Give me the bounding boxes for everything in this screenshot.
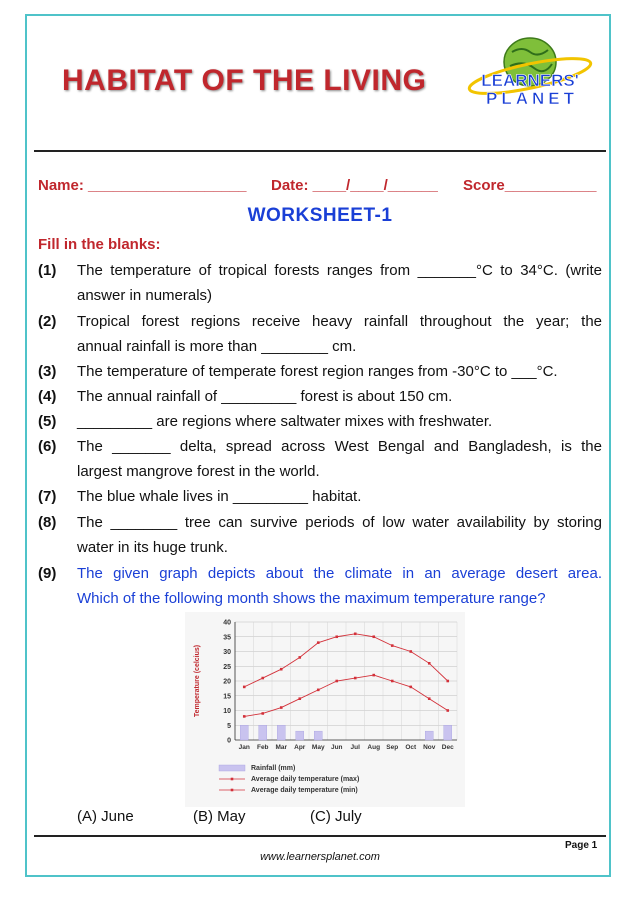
temperature-point — [317, 689, 320, 692]
question-text: The ________ tree can survive periods of low water availability by storing — [77, 514, 602, 531]
temperature-point — [446, 709, 449, 712]
footer-divider — [34, 835, 606, 837]
chart-x-tick-label: Mar — [275, 744, 288, 751]
temperature-point — [372, 635, 375, 638]
climate-chart — [185, 612, 465, 807]
question-text: The annual rainfall of _________ forest is about 150 cm. — [77, 388, 453, 405]
question-number: (1) — [38, 262, 57, 279]
temperature-point — [354, 633, 357, 636]
chart-x-tick-label: Aug — [367, 744, 381, 751]
question-text: Tropical forest regions receive heavy rainfall throughout the year; the — [77, 313, 602, 330]
question-text: The given graph depicts about the climate in an average desert area. — [77, 565, 602, 582]
temperature-point — [317, 641, 320, 644]
section-heading: Fill in the blanks: — [38, 236, 161, 253]
legend-label: Average daily temperature (min) — [251, 787, 358, 794]
temperature-point — [409, 686, 412, 689]
score-field[interactable]: Score___________ — [463, 177, 597, 194]
chart-y-tick-label: 20 — [223, 678, 231, 686]
chart-x-tick-label: Dec — [441, 744, 454, 751]
question-number: (8) — [38, 514, 57, 531]
chart-x-tick-label: Oct — [405, 744, 417, 751]
temperature-point — [372, 674, 375, 677]
chart-x-tick-label: Feb — [256, 744, 269, 751]
temperature-point — [335, 635, 338, 638]
chart-y-tick-label: 10 — [223, 708, 231, 715]
name-field[interactable]: Name: ___________________ — [38, 177, 247, 194]
temperature-point — [298, 656, 301, 659]
legend-label: Rainfall (mm) — [251, 765, 296, 772]
question-number: (9) — [38, 565, 57, 582]
temperature-point — [261, 677, 264, 680]
rainfall-bar — [444, 725, 452, 740]
temperature-point — [298, 697, 301, 700]
chart-y-tick-label: 15 — [223, 693, 231, 701]
question-text: The _______ delta, spread across West Bengal and Bangladesh, is the — [77, 438, 602, 455]
chart-y-tick-label: 30 — [223, 649, 231, 656]
question-number: (7) — [38, 488, 57, 505]
chart-y-tick-label: 25 — [223, 663, 231, 671]
question-text: The blue whale lives in _________ habitat. — [77, 488, 362, 505]
rainfall-bar — [296, 731, 304, 740]
page-number: Page 1 — [565, 840, 598, 851]
question-text: The temperature of tropical forests ranges from _______°C to 34°C. (write — [77, 262, 602, 279]
question-number: (3) — [38, 363, 57, 380]
temperature-point — [428, 697, 431, 700]
temperature-point — [280, 706, 283, 709]
chart-y-tick-label: 0 — [227, 737, 231, 745]
legend-rainfall-swatch — [219, 765, 245, 771]
chart-x-tick-label: Jan — [238, 744, 250, 751]
question-text: answer in numerals) — [77, 287, 213, 304]
learners-planet-logo — [460, 30, 600, 110]
temperature-point — [261, 712, 264, 715]
legend-point-swatch — [231, 778, 234, 781]
temperature-point — [446, 680, 449, 683]
question-text: The temperature of temperate forest region ranges from -30°C to ___°C. — [77, 363, 558, 380]
chart-y-tick-label: 5 — [227, 722, 231, 730]
chart-y-tick-label: 40 — [223, 619, 231, 627]
question-text: annual rainfall is more than ________ cm. — [77, 338, 357, 355]
question-text: Which of the following month shows the maximum temperature range? — [77, 590, 546, 607]
temperature-point — [409, 650, 412, 653]
question-number: (5) — [38, 413, 57, 430]
question-number: (6) — [38, 438, 57, 455]
chart-x-tick-label: May — [311, 744, 325, 751]
option-a[interactable]: (A) June — [77, 808, 134, 825]
chart-y-tick-label: 35 — [223, 634, 231, 642]
option-c[interactable]: (C) July — [310, 808, 362, 825]
temperature-point — [428, 662, 431, 665]
website-url[interactable]: www.learnersplanet.com — [260, 851, 380, 863]
rainfall-bar — [259, 725, 267, 740]
question-text: _________ are regions where saltwater mixes with freshwater. — [77, 413, 493, 430]
option-b[interactable]: (B) May — [193, 808, 246, 825]
logo-text-learners: LEARNERS' — [481, 71, 579, 90]
temperature-point — [243, 686, 246, 689]
header-divider — [34, 150, 606, 152]
temperature-point — [243, 715, 246, 718]
rainfall-bar — [240, 725, 248, 740]
temperature-point — [335, 680, 338, 683]
question-text: water in its huge trunk. — [77, 539, 228, 556]
worksheet-main-title: HABITAT OF THE LIVING — [62, 64, 427, 97]
chart-x-tick-label: Jul — [350, 744, 360, 751]
logo-text-planet: PLANET — [486, 89, 578, 108]
chart-x-tick-label: Nov — [423, 744, 436, 751]
rainfall-bar — [314, 731, 322, 740]
temperature-point — [391, 644, 394, 647]
chart-x-tick-label: Apr — [294, 744, 306, 751]
question-number: (2) — [38, 313, 57, 330]
chart-x-tick-label: Jun — [330, 744, 343, 751]
chart-y-axis-label: Temperature (celcius) — [194, 644, 201, 718]
date-field[interactable]: Date: ____/____/______ — [271, 177, 438, 194]
question-text: largest mangrove forest in the world. — [77, 463, 320, 480]
worksheet-number: WORKSHEET-1 — [247, 205, 393, 226]
temperature-point — [354, 677, 357, 680]
rainfall-bar — [425, 731, 433, 740]
legend-label: Average daily temperature (max) — [251, 776, 360, 783]
temperature-point — [280, 668, 283, 671]
temperature-point — [391, 680, 394, 683]
question-number: (4) — [38, 388, 57, 405]
rainfall-bar — [277, 725, 285, 740]
legend-point-swatch — [231, 789, 234, 792]
chart-x-tick-label: Sep — [386, 744, 399, 751]
